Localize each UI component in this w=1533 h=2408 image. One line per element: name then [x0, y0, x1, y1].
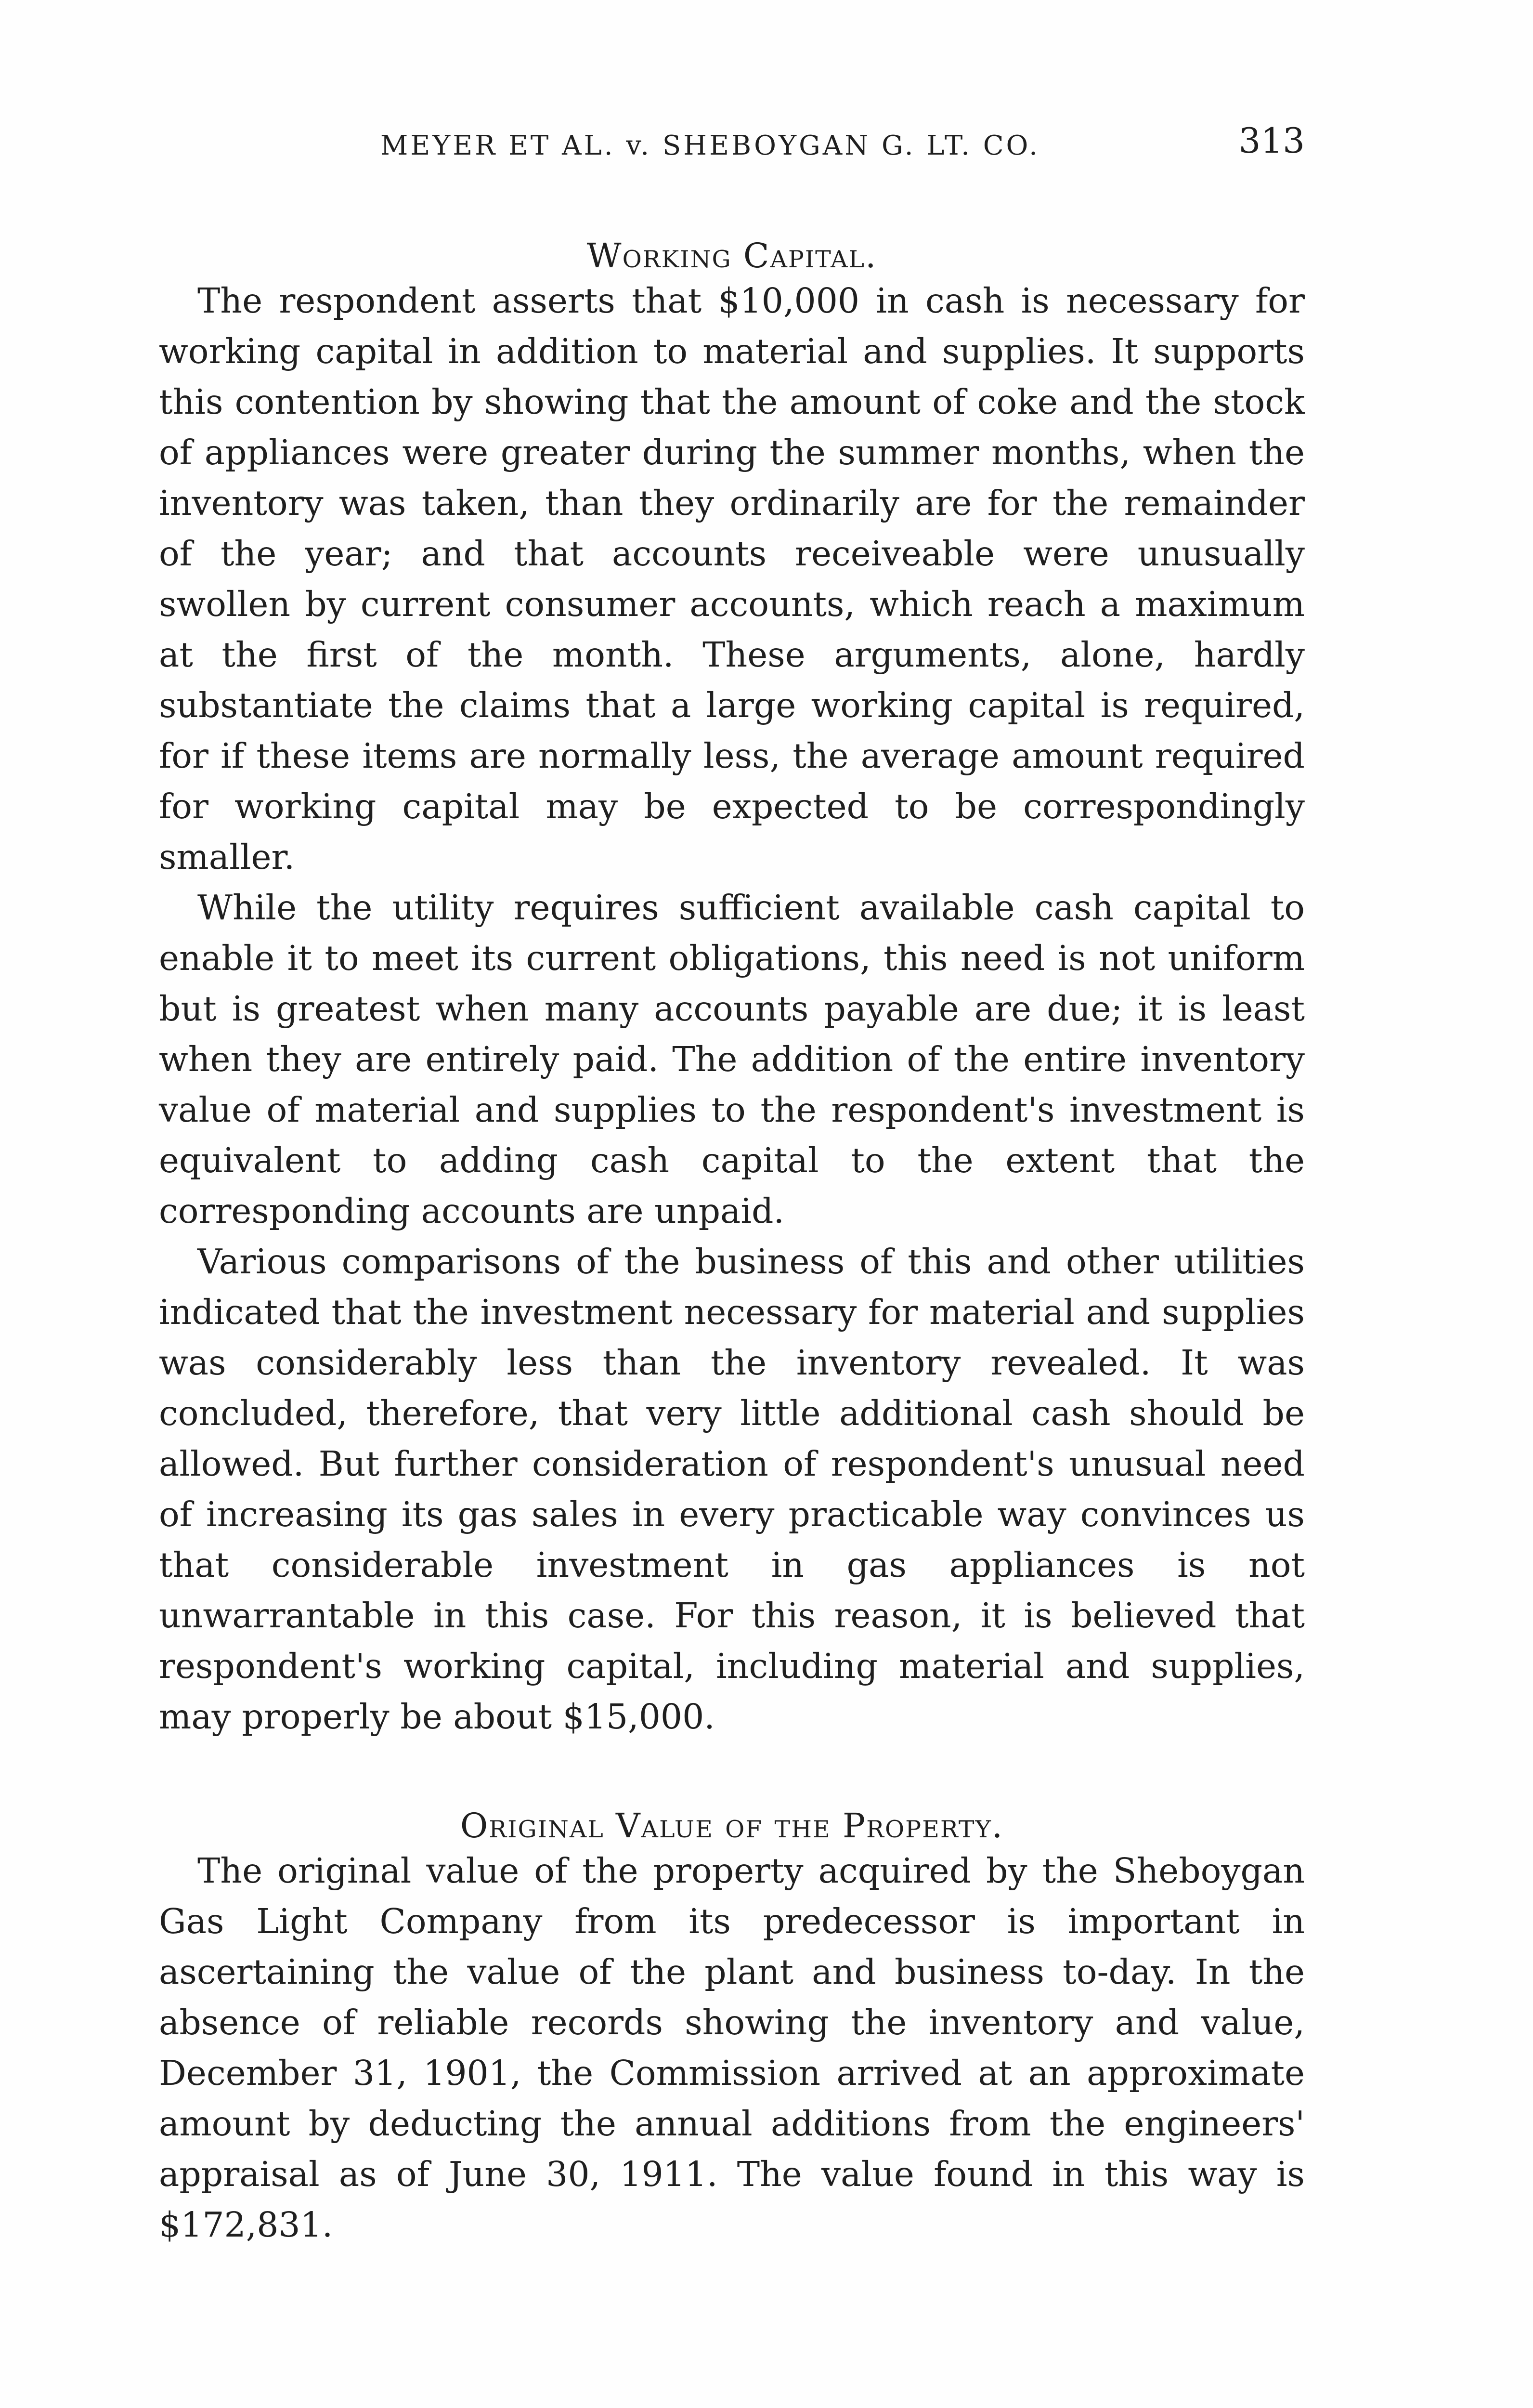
- paragraph: While the utility requires sufficient available cash capital to enable it to meet its current obligations, this need is not uniform but is greatest when many accounts payable are due; it is least when they are entirely paid. The addition of the entire inventory value of material and supplies to the respondent's investment is equivalent to adding cash capital to the extent that the corresponding accounts are unpaid.: [159, 888, 1305, 1231]
- running-title: MEYER ET AL. v. SHEBOYGAN G. LT. CO.: [380, 130, 1040, 161]
- paragraph: Various comparisons of the business of this and other utilities indicated that the investment necessary for material and supplies was considerably less than the inventory revealed. It was concluded, therefore, that very little additional cash should be allowed. But further consideration of respondent's unusual need of increasing its gas sales in every practicable way convinces us that considerable investment in gas appliances is not unwarrantable in this case. For this reason, it is believed that respondent's working capital, including material and supplies, may properly be about $15,000.: [159, 1242, 1305, 1737]
- section-heading: Working Capital.: [586, 236, 877, 275]
- paragraph: The respondent asserts that $10,000 in cash is necessary for working capital in addition to material and supplies. It supports this contention by showing that the amount of coke and the stock of appliances were greater during the summer months, when the inventory was taken, than they ordinarily are for the remainder of the year; and that accounts receiveable were unusually swollen by current consumer accounts, which reach a maximum at the first of the month. These arguments, alone, hardly substantiate the claims that a large working capital is required, for if these items are normally less, the average amount required for working capital may be expected to be correspondingly smaller.: [159, 281, 1305, 877]
- section-heading: Original Value of the Property.: [460, 1806, 1004, 1845]
- paragraph: The original value of the property acquired by the Sheboygan Gas Light Company from its predecessor is important in ascertaining the value of the plant and business to-day. In the absence of reliable records showing the inventory and value, December 31, 1901, the Commission arrived at an approximate amount by deducting the annual additions from the engineers' appraisal as of June 30, 1911. The value found in this way is $172,831.: [159, 1851, 1305, 2245]
- section-original-value: [159, 1806, 1305, 2250]
- section-working-capital: [159, 236, 1305, 1742]
- page-number: 313: [1238, 120, 1305, 161]
- running-head: [159, 120, 1305, 173]
